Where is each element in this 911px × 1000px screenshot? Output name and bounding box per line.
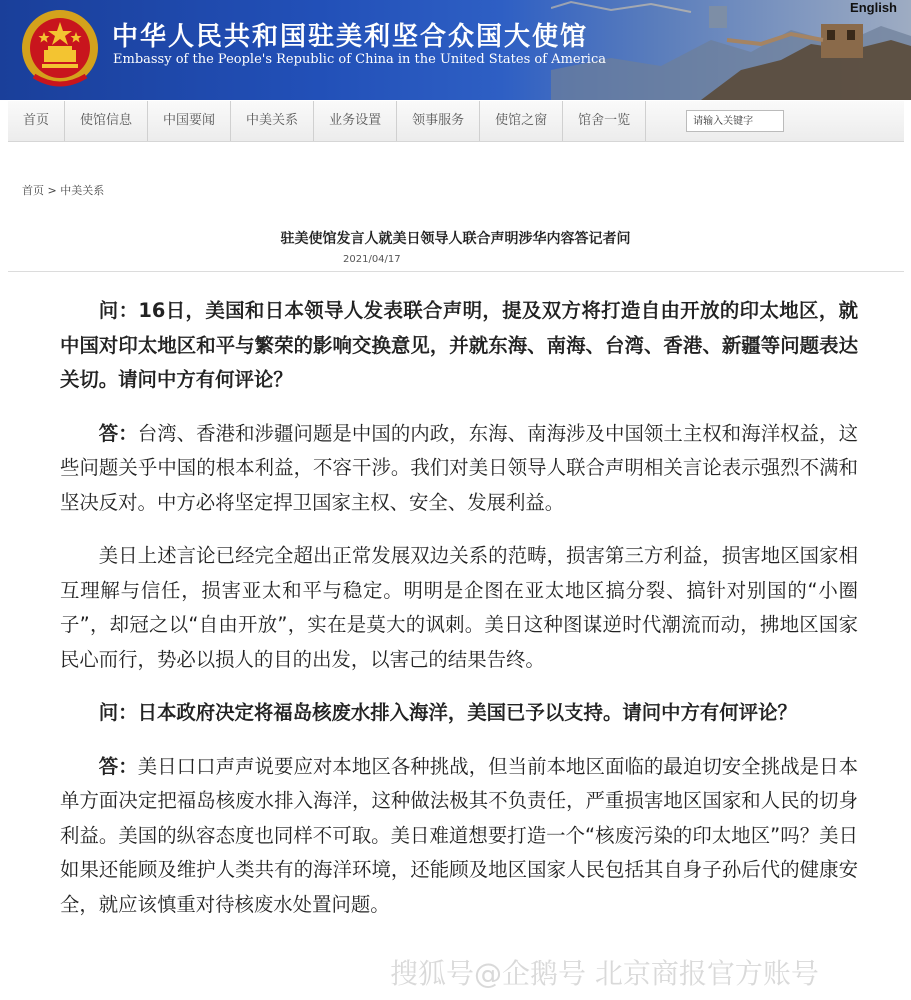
nav-item-consular[interactable]: 领事服务	[397, 101, 480, 141]
breadcrumb-current[interactable]: 中美关系	[60, 184, 105, 197]
nav-item-services[interactable]: 业务设置	[314, 101, 397, 141]
answer-paragraph	[60, 750, 858, 923]
paragraph-text: 美日上述言论已经完全超出正常发展双边关系的范畴，损害第三方利益，损害地区国家相互理解与信任，损害亚太和平与稳定。明明是企图在亚太地区搞分裂、搞针对别国的“小圈子”，却冠之以“自由开放”，实在是莫大的讽刺。美日这种图谋逆时代潮流而动，拂地区国家民心而行，势必以损人的目的出发，以害己的结果告终。	[60, 544, 858, 671]
answer-lead: 答：	[98, 421, 138, 445]
body-paragraph	[60, 539, 858, 677]
divider	[8, 271, 904, 272]
nav-item-china-news[interactable]: 中国要闻	[148, 101, 231, 141]
nav-item-embassy-info[interactable]: 使馆信息	[65, 101, 148, 141]
embassy-title-en: Embassy of the People's Republic of China in the United States of America	[113, 52, 606, 67]
paragraph-text: 问：16日，美国和日本领导人发表联合声明，提及双方将打造自由开放的印太地区，就中国对印太地区和平与繁荣的影响交换意见，并就东海、南海、台湾、香港、新疆等问题表达关切。请问中方有何评论？	[60, 299, 858, 391]
embassy-title-cn: 中华人民共和国驻美利坚合众国大使馆	[112, 22, 589, 52]
nav-item-premises[interactable]: 馆舍一览	[563, 101, 646, 141]
english-language-link[interactable]: English	[850, 0, 897, 15]
breadcrumb	[22, 182, 104, 198]
question-paragraph	[60, 294, 858, 398]
national-emblem-icon	[20, 6, 100, 92]
paragraph-text: 台湾、香港和涉疆问题是中国的内政，东海、南海涉及中国领土主权和海洋权益，这些问题关乎中国的根本利益，不容干涉。我们对美日领导人联合声明相关言论表示强烈不满和坚决反对。中方必将坚定捍卫国家主权、安全、发展利益。	[60, 421, 858, 514]
article-date: 2021/04/17	[343, 254, 401, 265]
answer-lead: 答：	[98, 754, 138, 778]
search-input[interactable]	[686, 110, 784, 132]
watermark-text: 搜狐号@企鹅号 北京商报官方账号	[390, 957, 819, 990]
article-body	[60, 294, 858, 941]
breadcrumb-home[interactable]: 首页	[22, 184, 44, 197]
paragraph-text: 问：日本政府决定将福岛核废水排入海洋，美国已予以支持。请问中方有何评论？	[98, 701, 797, 724]
paragraph-text: 美日口口声声说要应对本地区各种挑战，但当前本地区面临的最迫切安全挑战是日本单方面决定把福岛核废水排入海洋，这种做法极其不负责任，严重损害地区国家和人民的切身利益。美国的纵容态度也同样不可取。美日难道想要打造一个“核废污染的印太地区”吗？美日如果还能顾及维护人类共有的海洋环境，还能顾及地区国家人民包括其自身子孙后代的健康安全，就应该慎重对待核废水处置问题。	[60, 754, 858, 916]
main-nav	[8, 101, 904, 142]
breadcrumb-separator: >	[47, 184, 57, 197]
header-banner	[0, 0, 911, 100]
nav-item-embassy-window[interactable]: 使馆之窗	[480, 101, 563, 141]
great-wall-illustration	[551, 0, 911, 100]
article-title: 驻美使馆发言人就美日领导人联合声明涉华内容答记者问	[280, 231, 631, 247]
answer-paragraph	[60, 417, 858, 521]
question-paragraph	[60, 696, 858, 731]
nav-item-home[interactable]: 首页	[8, 101, 65, 141]
nav-item-china-us-relations[interactable]: 中美关系	[231, 101, 314, 141]
